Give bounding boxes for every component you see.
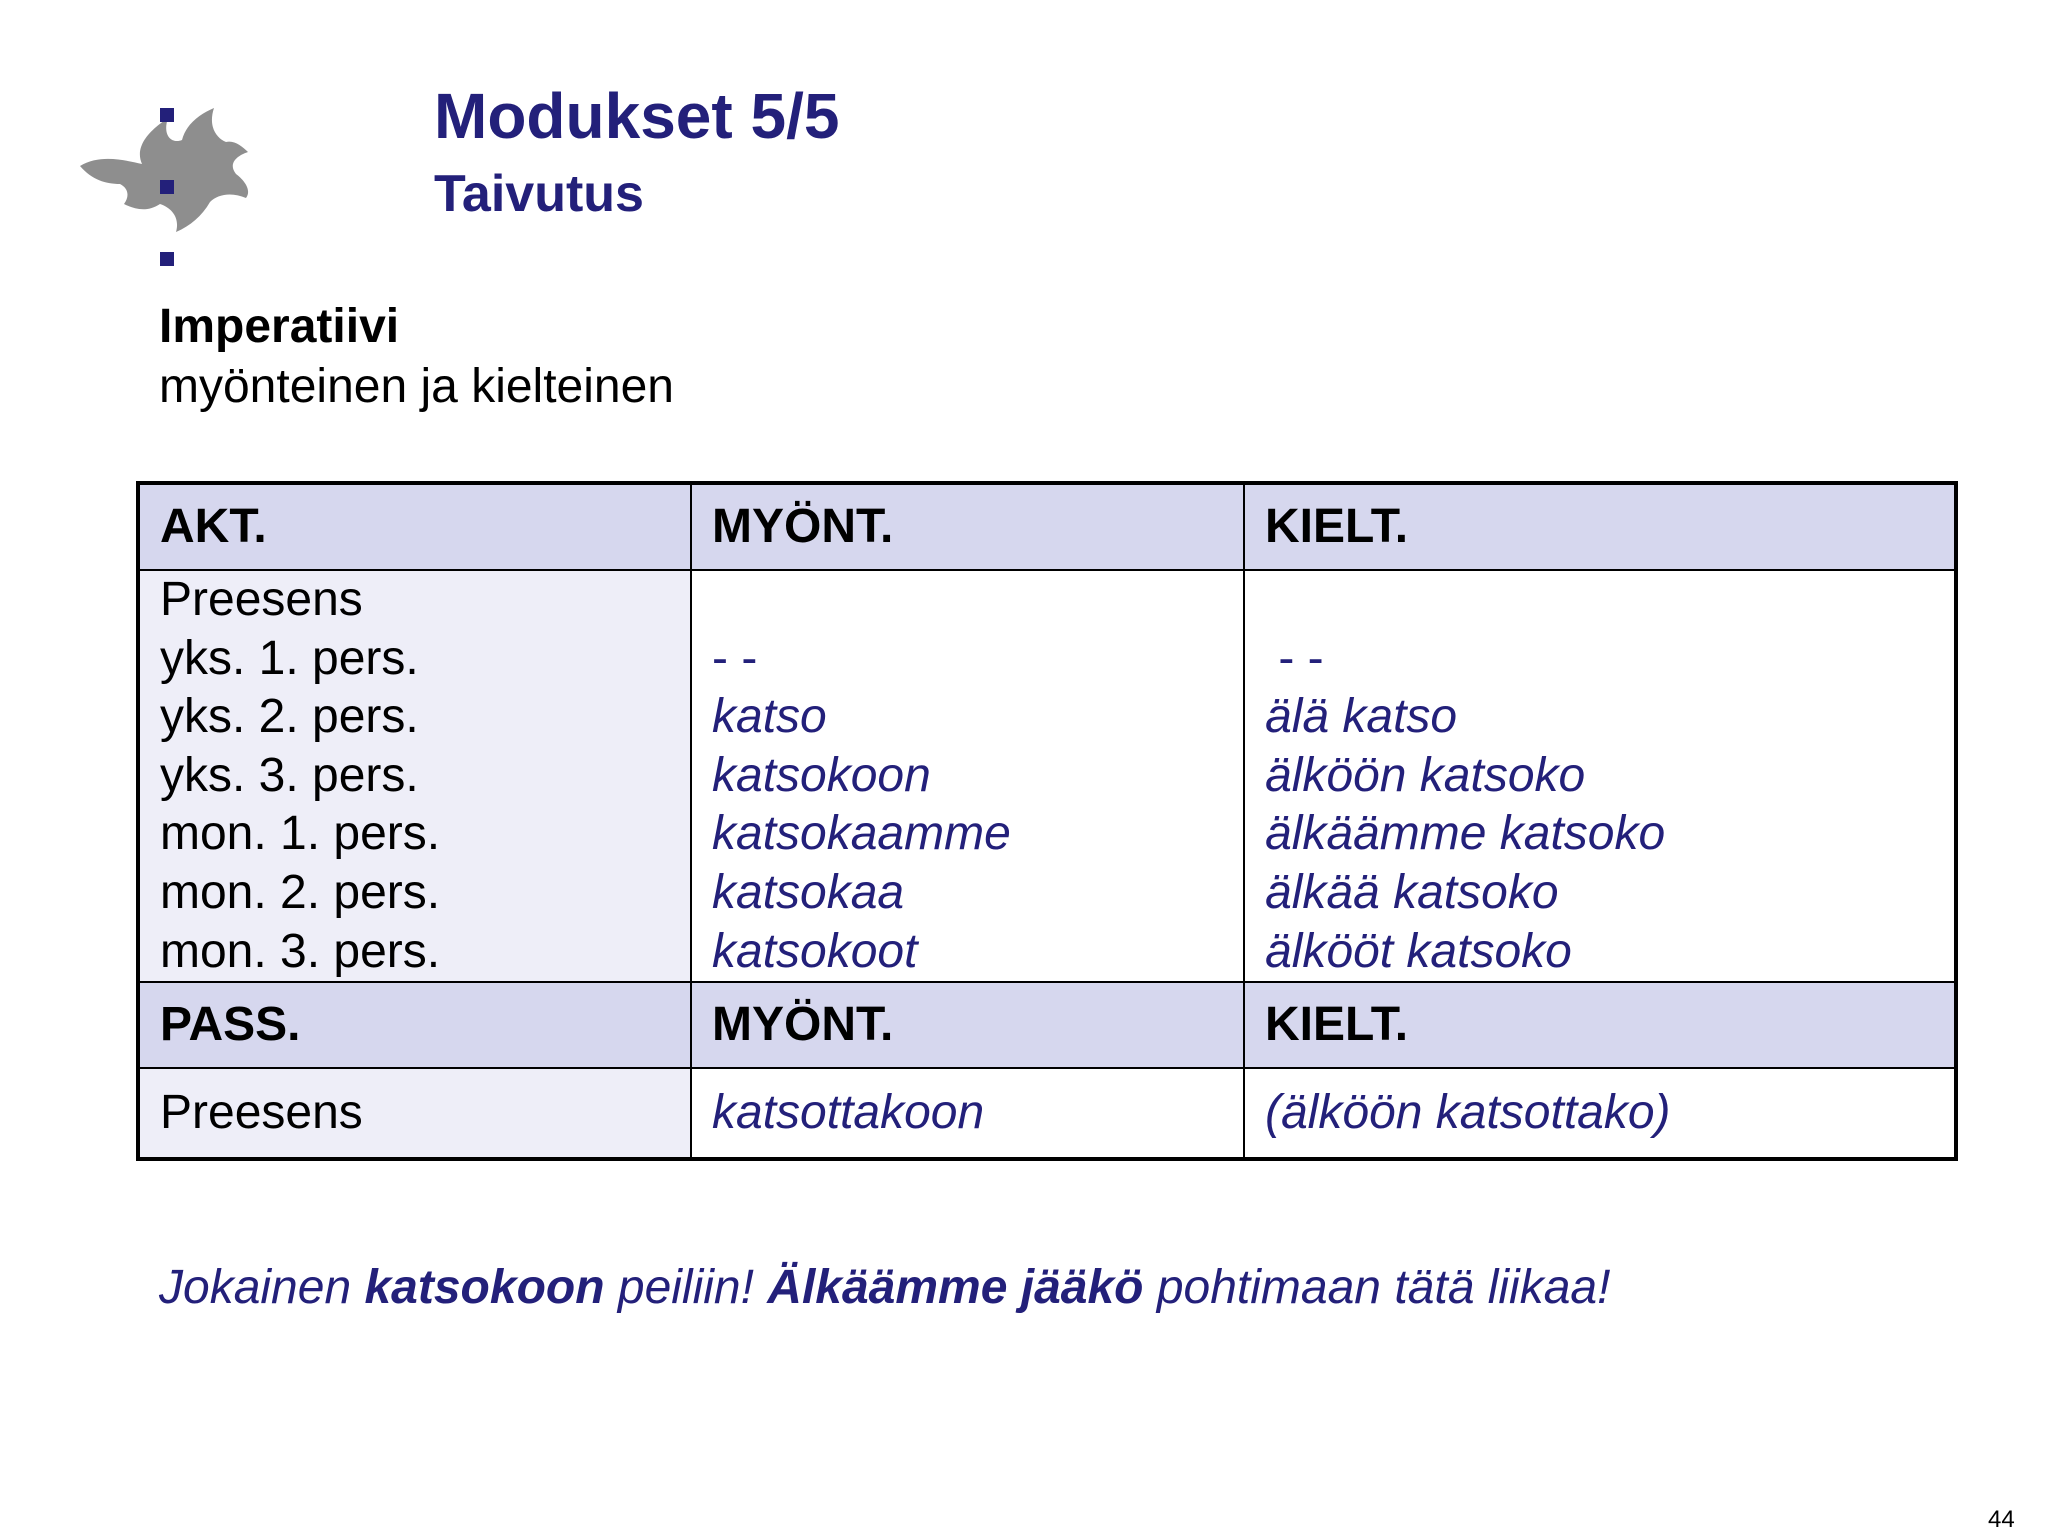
negative-pl3: älkööt katsoko xyxy=(1265,924,1572,978)
passive-affirmative-cell: katsottakoon xyxy=(691,1068,1244,1159)
example-sentence xyxy=(159,1260,1610,1315)
slide-title: Modukset 5/5 xyxy=(434,80,840,152)
passive-negative-cell: (älköön katsottako) xyxy=(1244,1068,1956,1159)
active-header-row xyxy=(138,483,1956,570)
label-pl1: mon. 1. pers. xyxy=(160,807,441,861)
label-tense: Preesens xyxy=(160,573,363,626)
label-sg1: yks. 1. pers. xyxy=(160,631,419,685)
university-flame-logo-icon xyxy=(76,100,251,270)
label-pl3: mon. 3. pers. xyxy=(160,924,441,978)
header-cell-passive: PASS. xyxy=(138,982,691,1068)
affirmative-pl2: katsokaa xyxy=(712,865,905,919)
affirmative-sg1: - - xyxy=(712,631,758,685)
example-part3: pohtimaan tätä liikaa! xyxy=(1143,1261,1611,1314)
negative-pl2: älkää katsoko xyxy=(1265,865,1559,919)
active-forms-row xyxy=(138,570,1956,982)
header-cell-affirmative: MYÖNT. xyxy=(691,483,1244,570)
label-pl2: mon. 2. pers. xyxy=(160,865,441,919)
negative-sg2: älä katso xyxy=(1265,690,1458,744)
conjugation-table xyxy=(136,481,1958,1161)
negative-sg3: älköön katsoko xyxy=(1265,748,1586,802)
header-cell-voice: AKT. xyxy=(138,483,691,570)
affirmative-pl1: katsokaamme xyxy=(712,807,1011,861)
negative-sg1: - - xyxy=(1265,631,1324,685)
affirmative-sg2: katso xyxy=(712,690,827,744)
slide-subtitle: Taivutus xyxy=(434,165,644,223)
label-sg3: yks. 3. pers. xyxy=(160,748,419,802)
passive-header-row xyxy=(138,982,1956,1068)
section-subheading: myönteinen ja kielteinen xyxy=(159,360,674,413)
header-cell-passive-affirmative: MYÖNT. xyxy=(691,982,1244,1068)
affirmative-forms-cell xyxy=(691,570,1244,982)
section-heading: Imperatiivi xyxy=(159,300,400,353)
page-number: 44 xyxy=(1988,1506,2015,1533)
header-cell-passive-negative: KIELT. xyxy=(1244,982,1956,1068)
passive-label-cell: Preesens xyxy=(138,1068,691,1159)
example-bold1: katsokoon xyxy=(364,1261,605,1314)
affirmative-sg3: katsokoon xyxy=(712,748,931,802)
person-labels-cell xyxy=(138,570,691,982)
example-bold2: Älkäämme jääkö xyxy=(767,1261,1144,1314)
label-sg2: yks. 2. pers. xyxy=(160,690,419,744)
example-part2: peiliin! xyxy=(604,1261,768,1314)
negative-pl1: älkäämme katsoko xyxy=(1265,807,1666,861)
header-cell-negative: KIELT. xyxy=(1244,483,1956,570)
negative-forms-cell xyxy=(1244,570,1956,982)
passive-forms-row xyxy=(138,1068,1956,1159)
example-part1: Jokainen xyxy=(159,1261,365,1314)
affirmative-pl3: katsokoot xyxy=(712,924,918,978)
